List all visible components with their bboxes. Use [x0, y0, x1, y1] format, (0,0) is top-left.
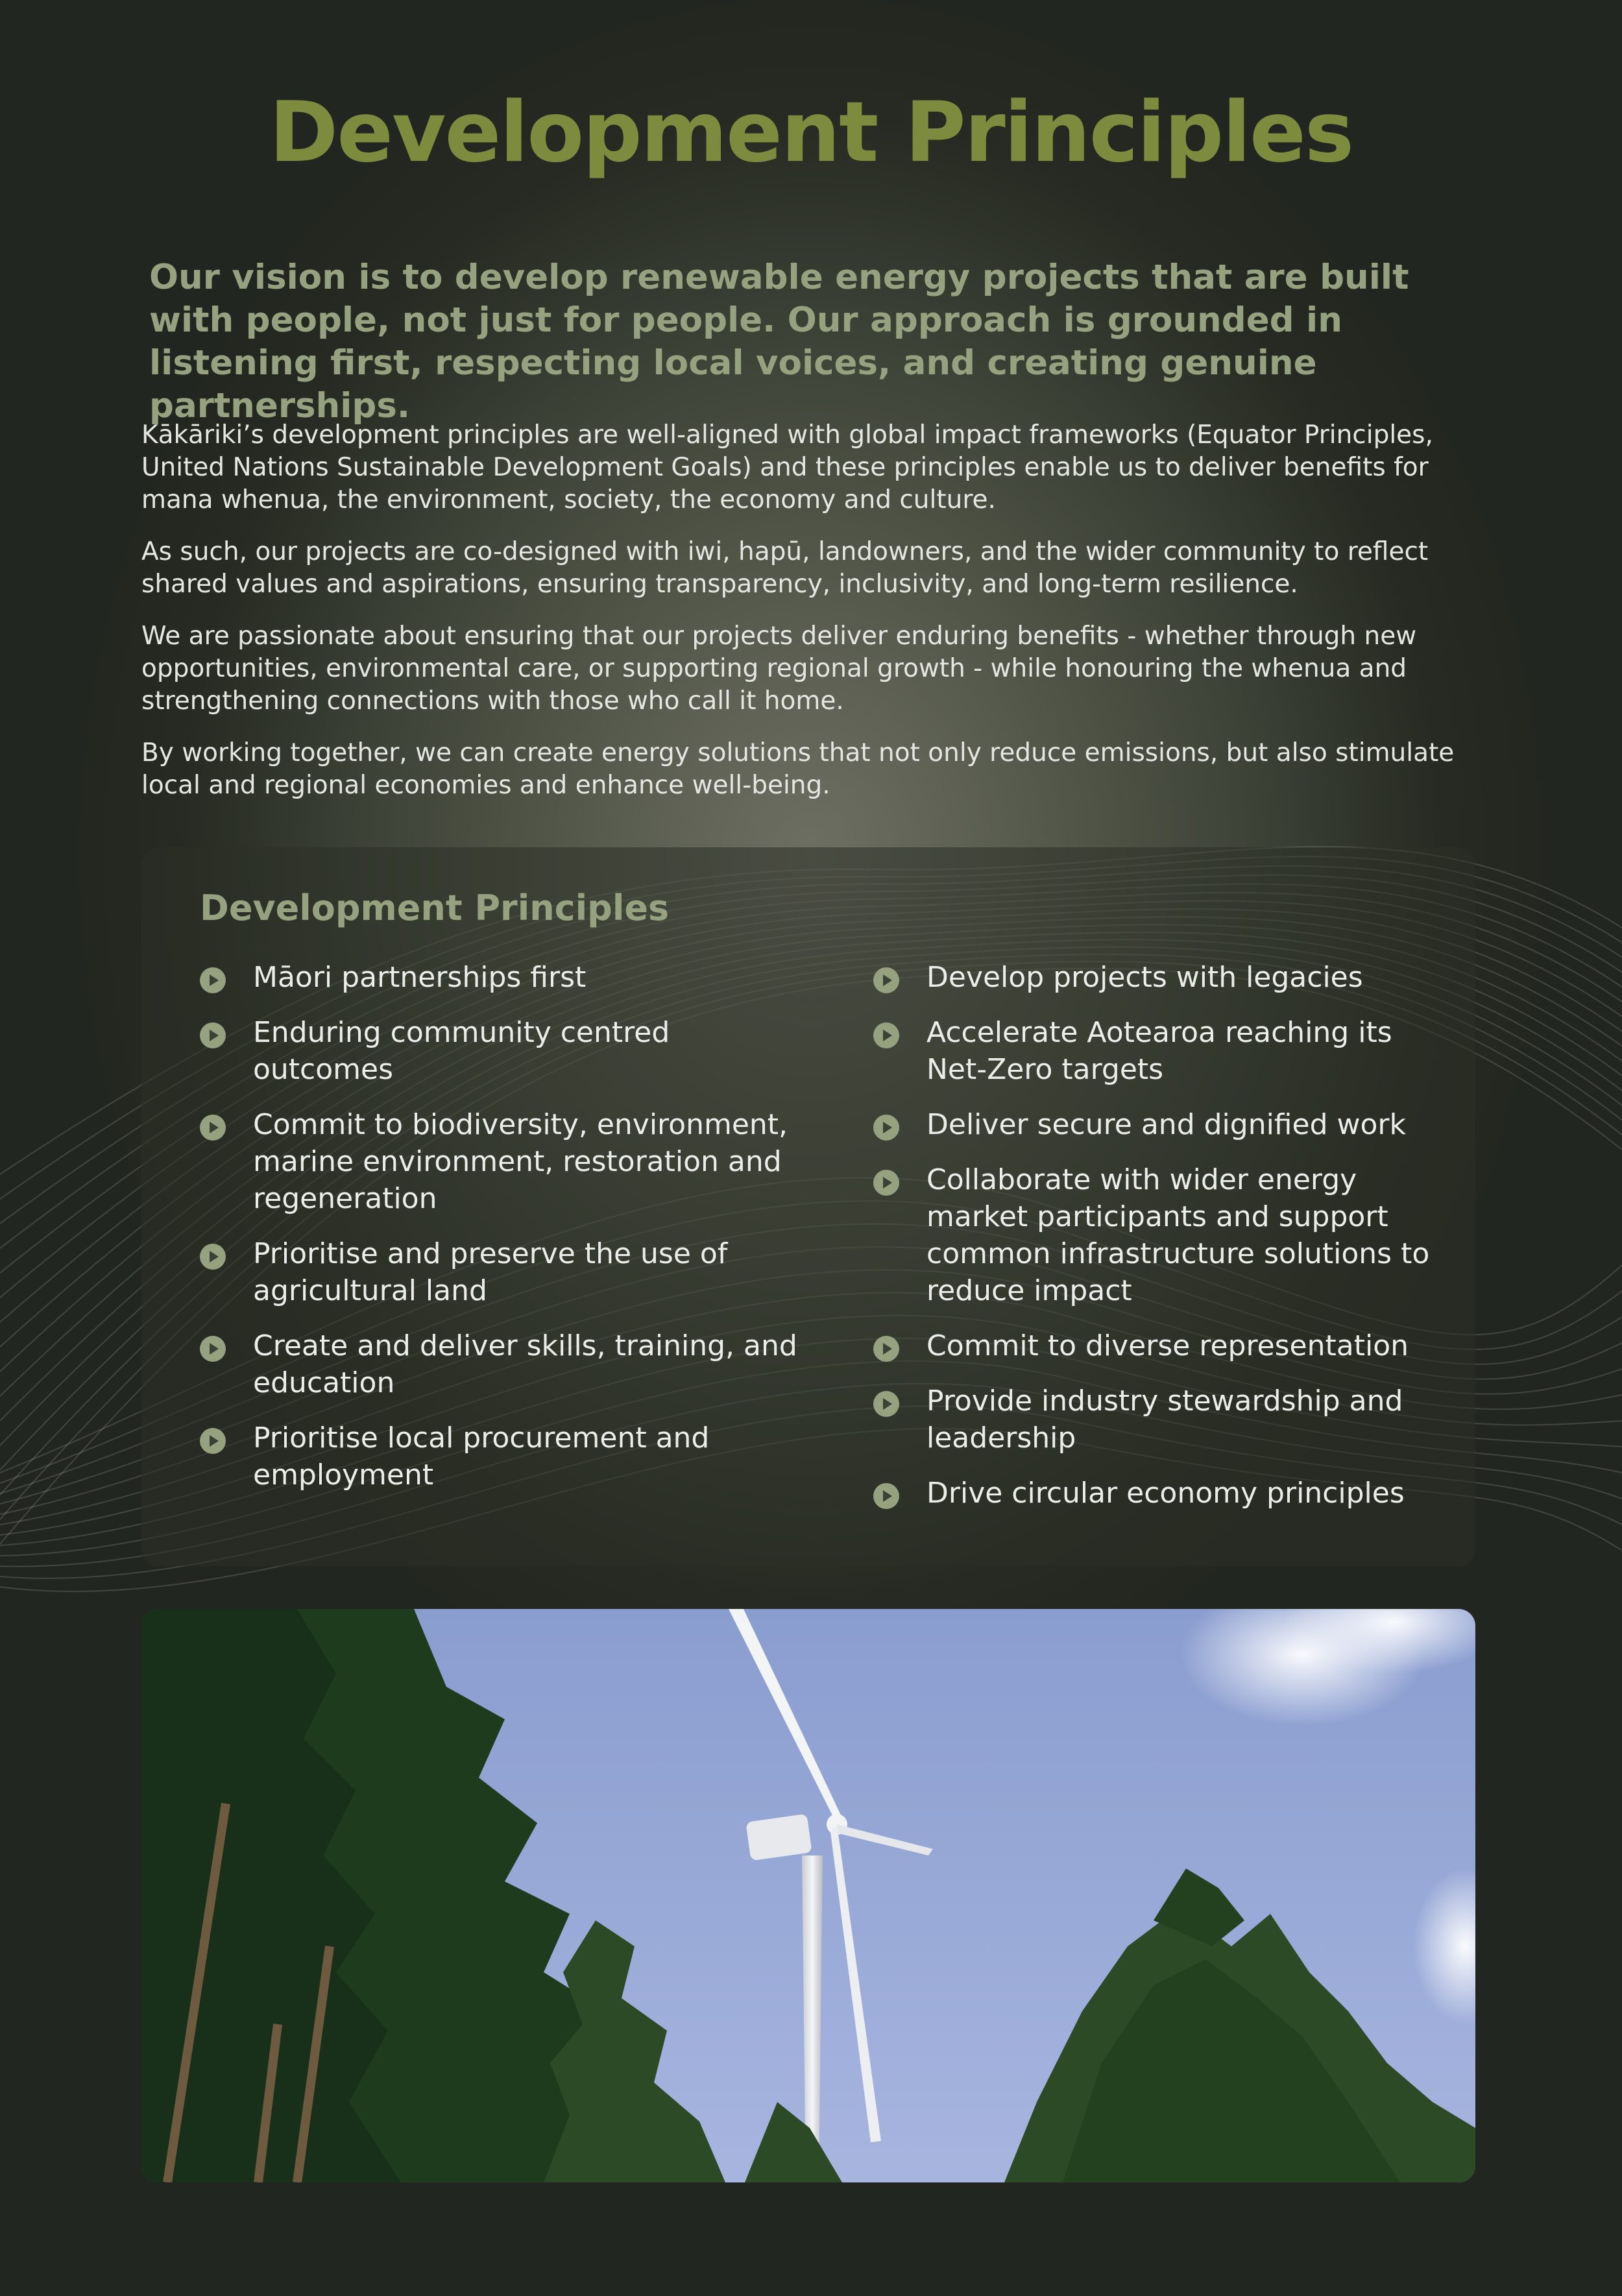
list-item-text: Accelerate Aotearoa reaching its Net-Zero targets: [926, 1016, 1392, 1086]
list-item: [200, 1106, 816, 1217]
paragraph: We are passionate about ensuring that our projects deliver enduring benefits - whether through new opportunities, environmental care, or supporting regional growth - while honouring the whenua and strengthening connections with those who call it home.: [141, 622, 1417, 716]
list-item-text: Commit to diverse representation: [926, 1329, 1409, 1362]
vision-statement: Our vision is to develop renewable energy projects that are built with people, not just for people. Our approach is grounded in listening first, respecting local voices, and creating genuine partnerships.: [149, 258, 1409, 426]
play-circle-icon: [873, 1115, 899, 1141]
list-item-text: Create and deliver skills, training, and education: [253, 1329, 797, 1399]
play-circle-icon: [873, 1391, 899, 1417]
play-circle-icon: [200, 1022, 226, 1048]
list-item-text: Commit to biodiversity, environment, marine environment, restoration and regeneration: [253, 1108, 788, 1215]
panel-title: Development Principles: [200, 888, 670, 928]
play-circle-icon: [200, 967, 226, 993]
list-item-text: Drive circular economy principles: [926, 1477, 1405, 1510]
play-circle-icon: [200, 1244, 226, 1270]
play-circle-icon: [873, 1483, 899, 1509]
paragraph: As such, our projects are co-designed with iwi, hapū, landowners, and the wider community to reflect shared values and aspirations, ensuring transparency, inclusivity, and long-term resilience.: [141, 537, 1429, 599]
principles-panel: [141, 847, 1475, 1566]
list-item: [200, 1014, 816, 1088]
list-item: [200, 1327, 816, 1401]
principles-list-left: [200, 959, 816, 1512]
list-item: [873, 1475, 1457, 1512]
list-item: [873, 1383, 1457, 1456]
list-item-text: Prioritise and preserve the use of agricultural land: [253, 1237, 728, 1307]
list-item-text: Prioritise local procurement and employment: [253, 1421, 710, 1492]
list-item: [200, 1235, 816, 1309]
wind-turbine-photo: [141, 1609, 1475, 2182]
list-item-text: Deliver secure and dignified work: [926, 1108, 1406, 1141]
principles-list-right: [873, 959, 1457, 1530]
list-item: [873, 1106, 1457, 1143]
list-item-text: Provide industry stewardship and leadership: [926, 1384, 1403, 1455]
wind-turbine-illustration: [141, 1609, 1475, 2182]
play-circle-icon: [200, 1336, 226, 1362]
play-circle-icon: [873, 1170, 899, 1196]
play-circle-icon: [200, 1115, 226, 1141]
list-item-text: Māori partnerships first: [253, 961, 587, 994]
paragraph: By working together, we can create energy solutions that not only reduce emissions, but also stimulate local and regional economies and enhance well-being.: [141, 738, 1455, 800]
list-item: [873, 1161, 1457, 1309]
list-item-text: Develop projects with legacies: [926, 961, 1363, 994]
intro-text: [141, 419, 1484, 821]
list-item: [200, 1420, 816, 1493]
list-item-text: Enduring community centred outcomes: [253, 1016, 670, 1086]
play-circle-icon: [873, 967, 899, 993]
list-item: [873, 959, 1457, 996]
play-circle-icon: [200, 1428, 226, 1454]
list-item: [873, 1014, 1457, 1088]
play-circle-icon: [873, 1022, 899, 1048]
list-item: [873, 1327, 1457, 1364]
list-item-text: Collaborate with wider energy market participants and support common infrastructure solutions to reduce impact: [926, 1163, 1430, 1307]
page-title: Development Principles: [269, 84, 1353, 181]
list-item: [200, 959, 816, 996]
paragraph: Kākāriki’s development principles are well-aligned with global impact frameworks (Equator Principles, United Nations Sustainable Development Goals) and these principles enable us to deliver benefits for mana whenua, the environment, society, the economy and culture.: [141, 420, 1433, 514]
play-circle-icon: [873, 1336, 899, 1362]
